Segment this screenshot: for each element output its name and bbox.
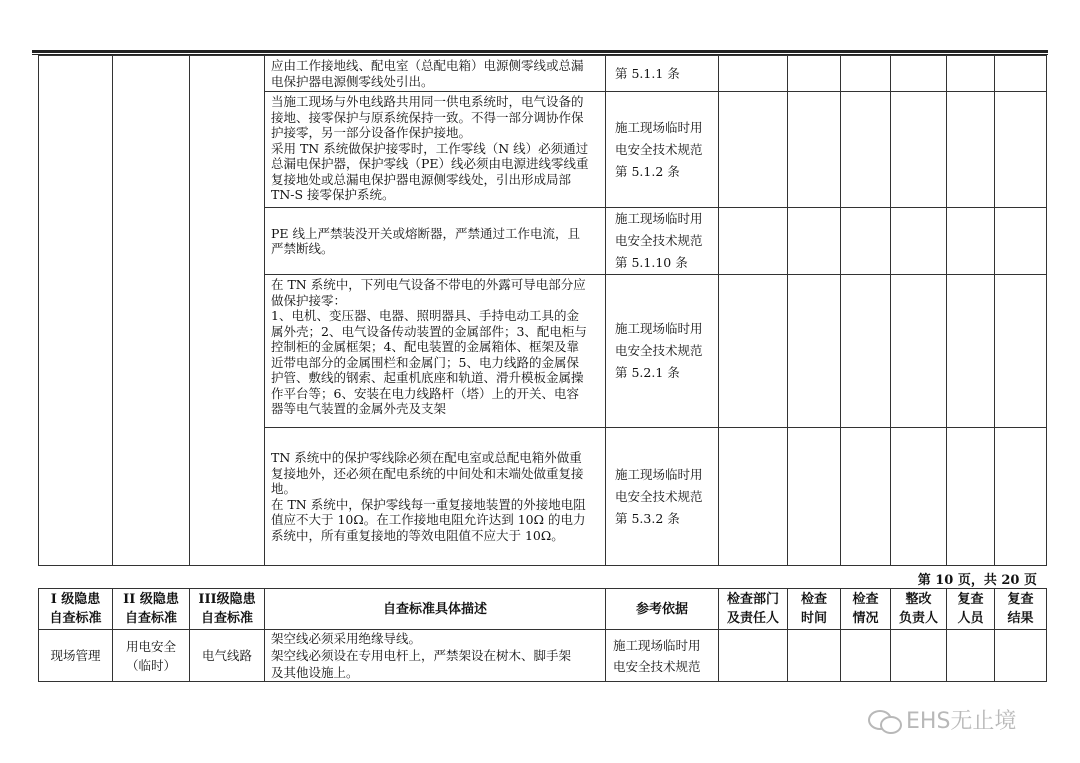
- desc-cell: 应由工作接地线、配电室（总配电箱）电源侧零线或总漏 电保护器电源侧零线处引出。: [265, 56, 606, 92]
- upper-table: [38, 55, 1047, 566]
- desc-cell: TN 系统中的保护零线除必须在配电室或总配电箱外做重 复接地外，还必须在配电系统的中间处和末端处做重复接 地。 在 TN 系统中，保护零线每一重复接地装置的外接地电阻 值应不大于 10Ω。在工作接地电阻允许达到 10Ω 的电力 系统中，所有重复接地的等效电阻值不应大于 10Ω。: [265, 428, 606, 566]
- watermark: [868, 704, 1016, 735]
- basis-cell: 施工现场临时用 电安全技术规范 第 5.3.2 条: [606, 428, 719, 566]
- header-row: [39, 589, 1047, 630]
- lower-table: [38, 588, 1047, 682]
- desc-cell: 当施工现场与外电线路共用同一供电系统时，电气设备的 接地、接零保护与原系统保持一致。不得一部分调协作保 护接零，另一部分设备作保护接地。 采用 TN 系统做保护接零时，工作零线（N 线）必须通过 总漏电保护器，保护零线（PE）线必须由电源进线零线重 复接地处或总漏电保护器电源侧零线处，引出形成局部 TN-S 接零保护系统。: [265, 92, 606, 208]
- header-basis: 参考依据: [606, 589, 719, 630]
- basis-cell: 施工现场临时用 电安全技术规范: [606, 630, 719, 682]
- basis-cell: 施工现场临时用 电安全技术规范 第 5.1.10 条: [606, 208, 719, 275]
- header-recheck-result: 复查 结果: [995, 589, 1047, 630]
- wechat-icon: [868, 708, 902, 732]
- desc-cell: 架空线必须采用绝缘导线。 架空线必须设在专用电杆上，严禁架设在树木、脚手架 及其他设施上。: [265, 630, 606, 682]
- header-check-status: 检查 情况: [841, 589, 891, 630]
- top-rule: [32, 50, 1048, 53]
- watermark-text: EHS无止境: [906, 709, 1017, 734]
- header-description: 自查标准具体描述: [265, 589, 606, 630]
- basis-cell: 施工现场临时用 电安全技术规范 第 5.2.1 条: [606, 275, 719, 428]
- desc-cell: PE 线上严禁装没开关或熔断器，严禁通过工作电流，且 严禁断线。: [265, 208, 606, 275]
- level2-cell: [113, 56, 190, 566]
- level1-cell: 现场管理: [39, 630, 113, 682]
- header-level1: I 级隐患 自查标准: [39, 589, 113, 630]
- table-row: [39, 56, 1047, 92]
- basis-cell: 第 5.1.1 条: [606, 56, 719, 92]
- header-recheck-staff: 复查 人员: [947, 589, 995, 630]
- table-row: [39, 630, 1047, 682]
- level2-cell: 用电安全 （临时）: [113, 630, 190, 682]
- level1-cell: [39, 56, 113, 566]
- level3-cell: [190, 56, 265, 566]
- basis-cell: 施工现场临时用 电安全技术规范 第 5.1.2 条: [606, 92, 719, 208]
- page-number: 第 10 页，共 20 页: [917, 573, 1037, 588]
- header-rectify-owner: 整改 负责人: [891, 589, 947, 630]
- desc-cell: 在 TN 系统中，下列电气设备不带电的外露可导电部分应 做保护接零： 1、电机、变压器、电器、照明器具、手持电动工具的金 属外壳；2、电气设备传动装置的金属部件；3、配电柜与 控制柜的金属框架；4、配电装置的金属箱体、框架及靠 近带电部分的金属围栏和金属门；5、电力线路的金属保 护管、敷线的钢索、起重机底座和轨道、滑升模板金属操 作平台等；6、安装在电力线路杆（塔）上的开关、电容 器等电气装置的金属外壳及支架: [265, 275, 606, 428]
- header-level2: II 级隐患 自查标准: [113, 589, 190, 630]
- level3-cell: 电气线路: [190, 630, 265, 682]
- header-level3: III级隐患 自查标准: [190, 589, 265, 630]
- header-check-time: 检查 时间: [788, 589, 841, 630]
- header-dept: 检查部门 及责任人: [719, 589, 788, 630]
